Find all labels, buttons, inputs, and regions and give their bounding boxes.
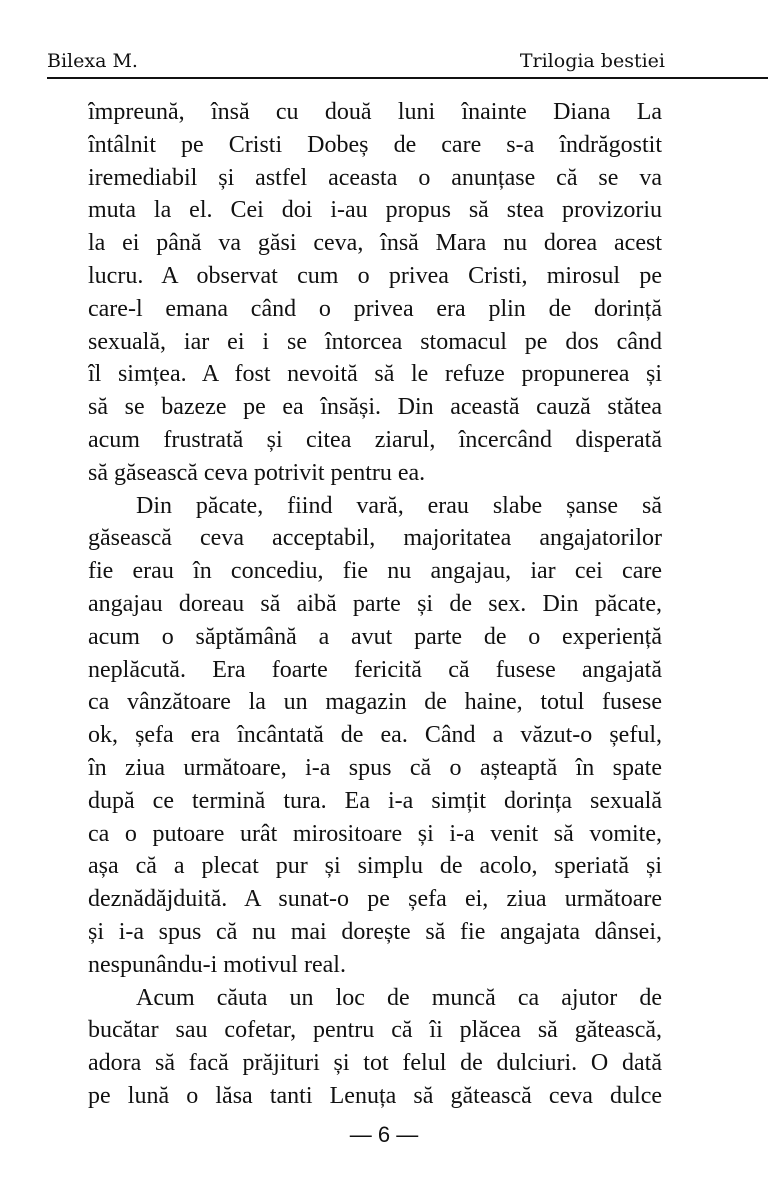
text-line: fie erau în concediu, fie nu angajau, iar cei care bbox=[88, 558, 662, 585]
text-line: îl simțea. A fost nevoită să le refuze propunerea și bbox=[88, 361, 662, 388]
text-line: și i-a spus că nu mai dorește să fie angajata dânsei, bbox=[88, 918, 662, 945]
text-line: întâlnit pe Cristi Dobeș de care s-a îndrăgostit bbox=[88, 131, 662, 158]
text-line: acum frustrată și citea ziarul, încercând disperată bbox=[88, 426, 662, 453]
text-line: acum o săptămână a avut parte de o experiență bbox=[88, 623, 662, 650]
header-rule bbox=[47, 77, 768, 79]
running-header bbox=[47, 50, 665, 76]
text-line: Acum căuta un loc de muncă ca ajutor de bbox=[136, 984, 662, 1011]
header-book-title: Trilogia bestiei bbox=[519, 50, 665, 72]
text-line: sexuală, iar ei i se întorcea stomacul pe dos când bbox=[88, 328, 662, 355]
text-line: care-l emana când o privea era plin de dorință bbox=[88, 295, 662, 322]
text-line: ok, șefa era încântată de ea. Când a văzut-o șeful, bbox=[88, 722, 662, 749]
text-line: Din păcate, fiind vară, erau slabe șanse să bbox=[136, 492, 662, 519]
text-line: muta la el. Cei doi i-au propus să stea provizoriu bbox=[88, 197, 662, 224]
text-line: angajau doreau să aibă parte și de sex. Din păcate, bbox=[88, 590, 662, 617]
text-line: împreună, însă cu două luni înainte Diana La bbox=[88, 99, 662, 125]
text-line: găsească ceva acceptabil, majoritatea angajatorilor bbox=[88, 525, 662, 552]
text-line: adora să facă prăjituri și tot felul de dulciuri. O dată bbox=[88, 1050, 662, 1077]
paragraph bbox=[88, 490, 662, 982]
text-line: la ei până va găsi ceva, însă Mara nu dorea acest bbox=[88, 230, 662, 257]
text-line: pe lună o lăsa tanti Lenuța să gătească ceva dulce bbox=[88, 1082, 662, 1109]
text-line: neplăcută. Era foarte fericită că fusese angajată bbox=[88, 656, 662, 683]
text-line: bucătar sau cofetar, pentru că îi plăcea să gătească, bbox=[88, 1017, 662, 1044]
text-line: lucru. A observat cum o privea Cristi, mirosul pe bbox=[88, 262, 662, 289]
text-line: în ziua următoare, i-a spus că o așteaptă în spate bbox=[88, 754, 662, 781]
text-line: ca o putoare urât mirositoare și i-a venit să vomite, bbox=[88, 820, 662, 847]
text-line: să se bazeze pe ea însăși. Din această cauză stătea bbox=[88, 394, 662, 421]
text-line: ca vânzătoare la un magazin de haine, totul fusese bbox=[88, 689, 662, 716]
text-line: deznădăjduită. A sunat-o pe șefa ei, ziua următoare bbox=[88, 886, 662, 913]
text-line: iremediabil și astfel aceasta o anunțase că se va bbox=[88, 164, 662, 191]
text-line: să găsească ceva potrivit pentru ea. bbox=[88, 459, 426, 486]
header-author: Bilexa M. bbox=[47, 50, 138, 72]
text-line: nespunându-i motivul real. bbox=[88, 951, 346, 978]
paragraph bbox=[88, 96, 662, 490]
text-line: așa că a plecat pur și simplu de acolo, speriată și bbox=[88, 853, 662, 880]
page-number: — 6 — bbox=[349, 1122, 419, 1147]
paragraph bbox=[88, 982, 662, 1113]
page-body bbox=[88, 96, 662, 1113]
text-line: după ce termină tura. Ea i-a simțit dorința sexuală bbox=[88, 787, 662, 814]
